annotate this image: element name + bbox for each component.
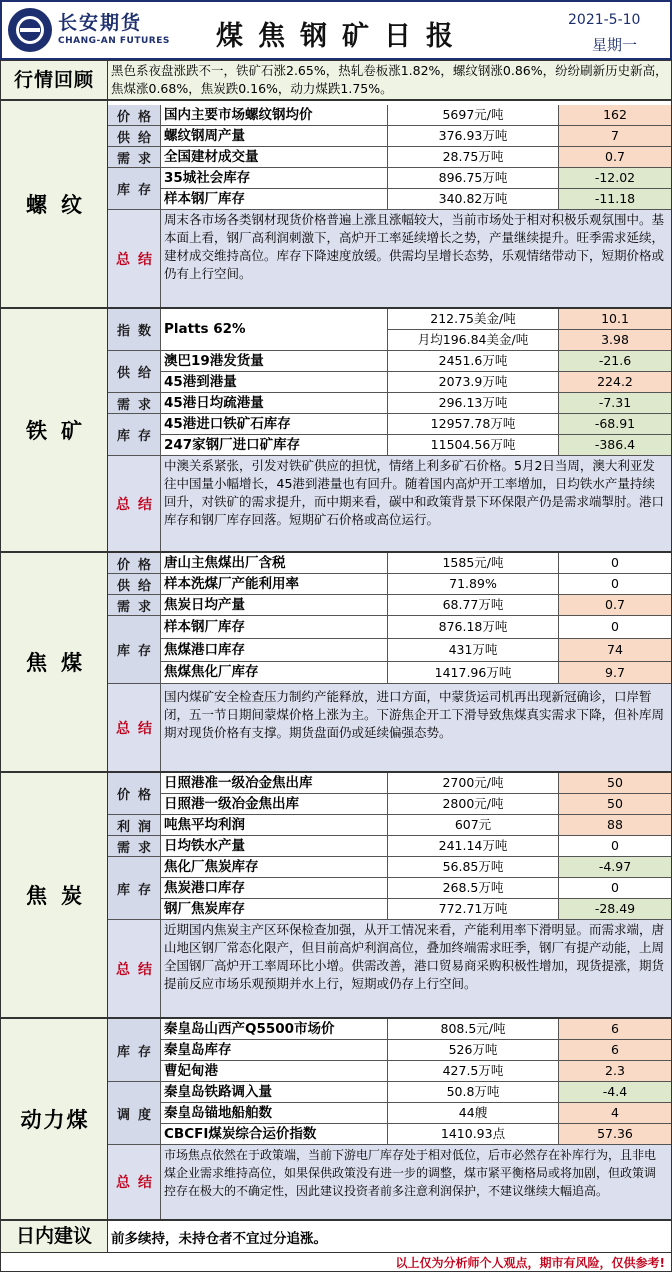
market-review-text: 黑色系夜盘涨跌不一，铁矿石涨2.65%，热轧卷板涨1.82%，螺纹钢涨0.86%，纷纷刷新历史新高，焦煤涨0.68%，焦炭跌0.16%，动力煤跌1.75%。 [111,63,668,96]
iron-ore-section [0,308,672,552]
indicator-value: 772.71万吨 [388,899,559,920]
indicator-name: 焦炭日均产量 [161,595,388,616]
table-row [108,553,671,574]
indicator-value: 212.75美金/吨 [388,309,559,330]
table-row [108,1040,671,1061]
indicator-name: 45港进口铁矿石库存 [161,414,388,435]
indicator-change: 3.98 [559,330,671,351]
indicator-change: 7 [559,126,671,147]
summary-label: 总结 [108,684,161,771]
table-row [108,147,671,168]
coking-coal-section [0,552,672,772]
table-row [108,1019,671,1040]
indicator-change: 50 [559,773,671,794]
indicator-value: 896.75万吨 [388,168,559,189]
indicator-change: -11.18 [559,189,671,210]
indicator-change: -21.6 [559,351,671,372]
table-row [108,393,671,414]
brand-name: 长安期货 [58,12,143,34]
divider [1,1252,671,1253]
table-row [108,1103,671,1124]
indicator-name: 吨焦平均利润 [161,815,388,836]
indicator-name: 样本钢厂库存 [161,189,388,210]
indicator-name: 秦皇岛锚地船舶数 [161,1103,388,1124]
report-header [0,0,672,60]
table-row [108,574,671,595]
indicator-value: 44艘 [388,1103,559,1124]
category-label: 需求 [108,393,161,414]
indicator-change: -28.49 [559,899,671,920]
indicator-value: 2700元/吨 [388,773,559,794]
indicator-name: 45港日均疏港量 [161,393,388,414]
indicator-value: 11504.56万吨 [388,435,559,456]
summary-label: 总结 [108,920,161,1017]
category-label: 利润 [108,815,161,836]
indicator-value: 340.82万吨 [388,189,559,210]
indicator-name: 35城社会库存 [161,168,388,189]
table-row [108,794,671,815]
table-row [108,1061,671,1082]
summary-label: 总结 [108,1145,161,1219]
indicator-value: 1585元/吨 [388,553,559,574]
indicator-name: 焦化厂焦炭库存 [161,857,388,878]
table-row [108,595,671,616]
indicator-change: -7.31 [559,393,671,414]
indicator-name: 秦皇岛山西产Q5500市场价 [161,1019,388,1040]
indicator-name: 曹妃甸港 [161,1061,388,1082]
table-row [108,815,671,836]
thermal-coal-section [0,1018,672,1220]
table-row [108,189,671,210]
category-label: 库存 [108,616,161,684]
summary-label: 总结 [108,210,161,307]
advice-label: 日内建议 [1,1221,108,1252]
report-title: 煤焦钢矿日报 [216,21,468,52]
disclaimer: 以上仅为分析师个人观点，期市有风险，仅供参考! [395,1256,665,1270]
rebar-label: 螺纹 [1,101,108,307]
indicator-change: 0 [559,574,671,595]
indicator-change: 9.7 [559,662,671,684]
category-label: 需求 [108,595,161,616]
category-label: 价格 [108,105,161,126]
indicator-value: 607元 [388,815,559,836]
brand-name-en: CHANG-AN FUTURES [58,36,170,46]
summary-text: 中澳关系紧张，引发对铁矿供应的担忧，情绪上利多矿石价格。5月2日当周，澳大利亚发往中国量小幅增长，45港到港量也有回升。随着国内高炉开工率增加，日均铁水产量持续回升，对铁矿的需求提升，而中期来看，碳中和政策背景下环保限产仍是需求端掣肘。港口库存和钢厂库存回落。短期矿石价格或高位运行。 [161,456,671,551]
table-row [108,105,671,126]
table-row [108,836,671,857]
rebar-section [0,100,672,308]
indicator-change: 57.36 [559,1124,671,1145]
indicator-value: 1410.93点 [388,1124,559,1145]
indicator-name: 螺纹钢周产量 [161,126,388,147]
indicator-value: 56.85万吨 [388,857,559,878]
thermal-coal-label: 动力煤 [1,1019,108,1219]
summary-text: 周末各市场各类钢材现货价格普遍上涨且涨幅较大，当前市场处于相对积极乐观氛围中。基本面上看，钢厂高利润刺激下，高炉开工率延续增长之势，产量继续提升。旺季需求延续，建材成交维持高位。库存下降速度放缓。供需均呈增长态势，乐观情绪带动下，短期价格或仍有上行空间。 [161,210,671,307]
indicator-change: -386.4 [559,435,671,456]
coking-coal-label: 焦煤 [1,553,108,771]
indicator-name: 日均铁水产量 [161,836,388,857]
category-label: 库存 [108,414,161,456]
indicator-change: 224.2 [559,372,671,393]
indicator-change: 50 [559,794,671,815]
report-date: 2021-5-10 [568,12,641,28]
indicator-value: 268.5万吨 [388,878,559,899]
coke-section [0,772,672,1018]
market-review [0,60,672,100]
market-review-label: 行情回顾 [1,61,108,99]
indicator-name: 秦皇岛铁路调入量 [161,1082,388,1103]
table-row [108,639,671,662]
indicator-value: 808.5元/吨 [388,1019,559,1040]
indicator-value: 68.77万吨 [388,595,559,616]
table-row [108,168,671,189]
category-label: 库存 [108,1019,161,1082]
table-row [108,773,671,794]
indicator-change: 0 [559,616,671,639]
indicator-value: 2800元/吨 [388,794,559,815]
summary-label: 总结 [108,456,161,551]
category-label: 库存 [108,857,161,920]
category-label: 供给 [108,351,161,393]
indicator-change: 0 [559,878,671,899]
table-row [108,309,671,330]
indicator-value: 2451.6万吨 [388,351,559,372]
indicator-change: 10.1 [559,309,671,330]
indicator-value: 296.13万吨 [388,393,559,414]
indicator-change: 0.7 [559,595,671,616]
indicator-value: 1417.96万吨 [388,662,559,684]
indicator-name: 焦煤焦化厂库存 [161,662,388,684]
indicator-name: 钢厂焦炭库存 [161,899,388,920]
indicator-change: 4 [559,1103,671,1124]
table-row [108,616,671,639]
table-row [108,330,671,351]
table-row [108,414,671,435]
table-row [108,878,671,899]
indicator-name: 国内主要市场螺纹钢均价 [161,105,388,126]
intraday-advice [0,1220,672,1272]
category-label: 供给 [108,126,161,147]
advice-text: 前多续持，未持仓者不宜过分追涨。 [111,1231,327,1247]
table-row [108,899,671,920]
indicator-name: 唐山主焦煤出厂含税 [161,553,388,574]
indicator-change: 6 [559,1040,671,1061]
table-row [108,351,671,372]
indicator-name: 日照港一级冶金焦出库 [161,794,388,815]
coke-label: 焦炭 [1,773,108,1017]
summary-text: 国内煤矿安全检查压力制约产能释放，进口方面，中蒙货运司机再出现新冠确诊，口岸暂闭，五一节日期间蒙煤价格上涨为主。下游焦企开工下滑导致焦煤真实需求下降，但补库周期对现货价格有支撑。期货盘面仍或延续偏强态势。 [161,684,671,771]
indicator-name: 焦炭港口库存 [161,878,388,899]
indicator-value: 71.89% [388,574,559,595]
indicator-value: 12957.78万吨 [388,414,559,435]
indicator-name: 焦煤港口库存 [161,639,388,662]
report-weekday: 星期一 [592,36,638,54]
table-row [108,1082,671,1103]
indicator-change: -4.97 [559,857,671,878]
table-row [108,662,671,684]
indicator-value: 241.14万吨 [388,836,559,857]
iron-ore-label: 铁矿 [1,309,108,551]
indicator-value: 427.5万吨 [388,1061,559,1082]
category-label: 库存 [108,168,161,210]
indicator-name: 样本钢厂库存 [161,616,388,639]
indicator-change: 162 [559,105,671,126]
table-row [108,126,671,147]
indicator-value: 50.8万吨 [388,1082,559,1103]
category-label: 需求 [108,836,161,857]
indicator-change: -12.02 [559,168,671,189]
indicator-change: 0 [559,553,671,574]
company-logo-icon [8,8,52,52]
indicator-name: CBCFI煤炭综合运价指数 [161,1124,388,1145]
category-label: 价格 [108,553,161,574]
indicator-change: -68.91 [559,414,671,435]
indicator-value: 5697元/吨 [388,105,559,126]
indicator-change: 0.7 [559,147,671,168]
indicator-value: 月均196.84美金/吨 [388,330,559,351]
category-label: 调度 [108,1082,161,1145]
indicator-name: 247家钢厂进口矿库存 [161,435,388,456]
indicator-name: 澳巴19港发货量 [161,351,388,372]
summary-text: 近期国内焦炭主产区环保检查加强，从开工情况来看，产能利用率下滑明显。而需求端，唐山地区钢厂常态化限产，但目前高炉利润高位，叠加终端需求旺季，钢厂有提产动能，上周全国钢厂高炉开工率周环比小增。供需改善，港口贸易商采购积极性增加，现货提涨，期货提前反应市场乐观预期并水上行，短期或仍存上行空间。 [161,920,671,1017]
table-row [108,857,671,878]
indicator-name: Platts 62% [161,309,388,351]
table-row [108,372,671,393]
indicator-value: 28.75万吨 [388,147,559,168]
indicator-change: 2.3 [559,1061,671,1082]
table-row [108,1124,671,1145]
category-label: 指数 [108,309,161,351]
indicator-name: 全国建材成交量 [161,147,388,168]
indicator-change: 88 [559,815,671,836]
indicator-value: 2073.9万吨 [388,372,559,393]
indicator-value: 526万吨 [388,1040,559,1061]
summary-text: 市场焦点依然在于政策端，当前下游电厂库存处于相对低位，后市必然存在补库行为，且非电煤企业需求维持高位，如果保供政策没有进一步的调整，煤市紧平衡格局或将加剧，但政策调控存在极大的不确定性，因此建议投资者前多注意利润保护，不建议继续大幅追高。 [161,1145,671,1219]
category-label: 供给 [108,574,161,595]
indicator-name: 45港到港量 [161,372,388,393]
indicator-value: 431万吨 [388,639,559,662]
indicator-change: 6 [559,1019,671,1040]
indicator-value: 376.93万吨 [388,126,559,147]
indicator-value: 876.18万吨 [388,616,559,639]
indicator-change: 0 [559,836,671,857]
category-label: 需求 [108,147,161,168]
indicator-change: 74 [559,639,671,662]
indicator-change: -4.4 [559,1082,671,1103]
indicator-name: 日照港准一级冶金焦出库 [161,773,388,794]
indicator-name: 秦皇岛库存 [161,1040,388,1061]
category-label: 价格 [108,773,161,815]
indicator-name: 样本洗煤厂产能利用率 [161,574,388,595]
table-row [108,435,671,456]
